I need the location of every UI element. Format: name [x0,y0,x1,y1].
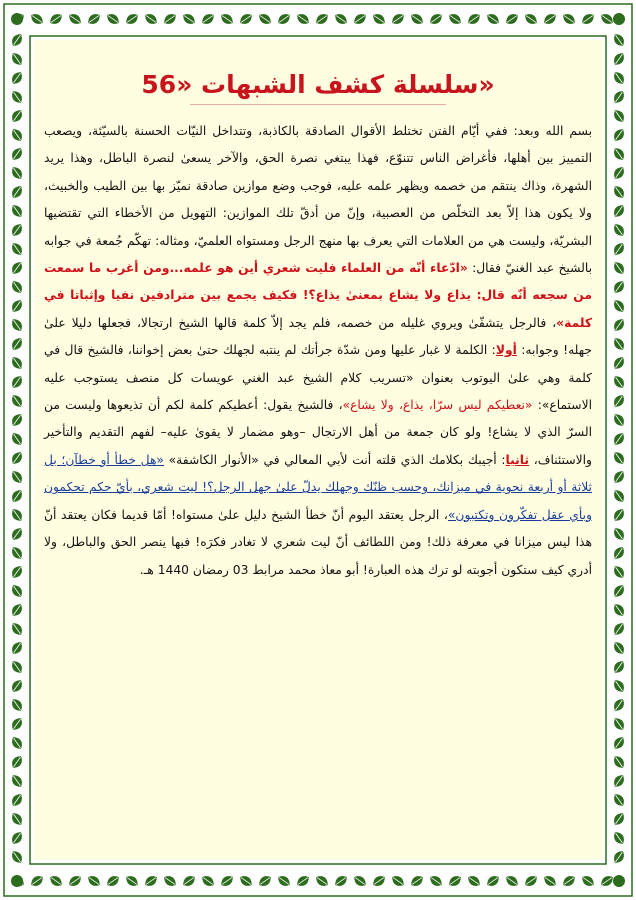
text-conclusion: ، الرجل يعتقد اليوم أنّ خطأ الشيخ دليل علىٰ مستواه! أمّا قديما فكان يعتقد أنّ هذا ليس ميزانا في معرفة ذلك! ومن اللطائف أنّ ليت شعري لا تغادر فكرَه! فبها ينصر الحق والباطل، ولا أدري كيف ستكون أجوبته لو ترك هذه العبارة! أبو معاذ محمد مرابط 03 رمضان 1440 هـ. [44,507,592,577]
text-second-point: : أجيبك بكلامك الذي قلته أنت لأبي المعالي في «الأنوار الكاشفة» [163,452,506,467]
article-paragraph [44,118,592,584]
text-response: ، فالرجل يتشفّىٰ ويروي غليله من خصمه، فلم يجد إلاّ كلمة قالها الشيخ ارتجالا، فجعلها دليلا علىٰ جهله! وجوابه: [44,315,592,358]
text-intro: بسم الله وبعد: ففي أيّام الفتن تختلط الأقوال الصادقة بالكاذبة، وتتداخل النيّات الحسنة بالسيّئة، ويصعب التمييز بين أهلها، فأغراض الناس تتنوّع، فهذا يبتغي نصرة الحق، والآخر يسعىٰ لنصرة الباطل، وهذا يريد الشهرة، وذاك ينتقم من خصمه ويظهر علمه عليه، فوجب وضع موازين صادقة نميّز بها بين الطيب والخبيث، ولا يكون هذا إلاّ بعد التخلّص من العصبية، وإنّ من أدقّ تلك الموازين: التهويل من الأخطاء التي تقتضيها البشريّة، وليست هي من العلامات التي يعرف بها منهج الرجل ومستواه العلميّ، ومثاله: تهكّم جُمعة في جوابه بالشيخ عبد الغنيّ فقال: [44,124,593,276]
quote-anwar: «هل خطأ أو خطآن؛ بل ثلاثة أو أربعة نحوية في ميزانك، وحسب ظنّك وجهلك يدلّ علىٰ جهل الرجل؟! ليت شعري، بأيّ حكم تحكمون وبأي عقل تفكّرون وتكتبون» [44,452,593,522]
title-divider [190,104,446,105]
page-title: سلسلة كشف الشبهات «56» [141,70,495,99]
quote-sheikh: «نعطيكم ليس سرّا، يذاع، ولا يشاع» [342,398,533,413]
quote-jumua: «ادّعاء أنّه من العلماء فليت شعري أين هو علمه...ومن أغرب ما سمعت من سجعه أنّه قال: يذاع ولا يشاع بمعنىٰ يذاع؟! فكيف يجمع بين مترادفين نفيا وإثباتا في كلمة» [44,261,592,330]
text-first-point: : الكلمة لا غبار عليها ومن شدّة جرأتك لم ينتبه لجهلك حتىٰ بعض إخواننا، فالشيخ قال في كلمة وهي علىٰ اليوتوب بعنوان «تسريب كلام الشيخ عبد الغني عويسات كل منصف يستوجب عليه الاستماع»: [44,343,592,413]
point-second-label: ثانيا [505,452,530,467]
text-explanation: ، فالشيخ يقول: أعطيكم كلمة لكم أن تذيعوها وليست من السرّ الذي لا يشاع! ولو كان جمعة من أهل الارتجال –وهو مضمار لا يقوىٰ عليه– لفهم التقديم والتأخير والاستئناف، [44,398,592,467]
point-first-label: أولا [495,343,517,358]
article-body [44,118,592,584]
